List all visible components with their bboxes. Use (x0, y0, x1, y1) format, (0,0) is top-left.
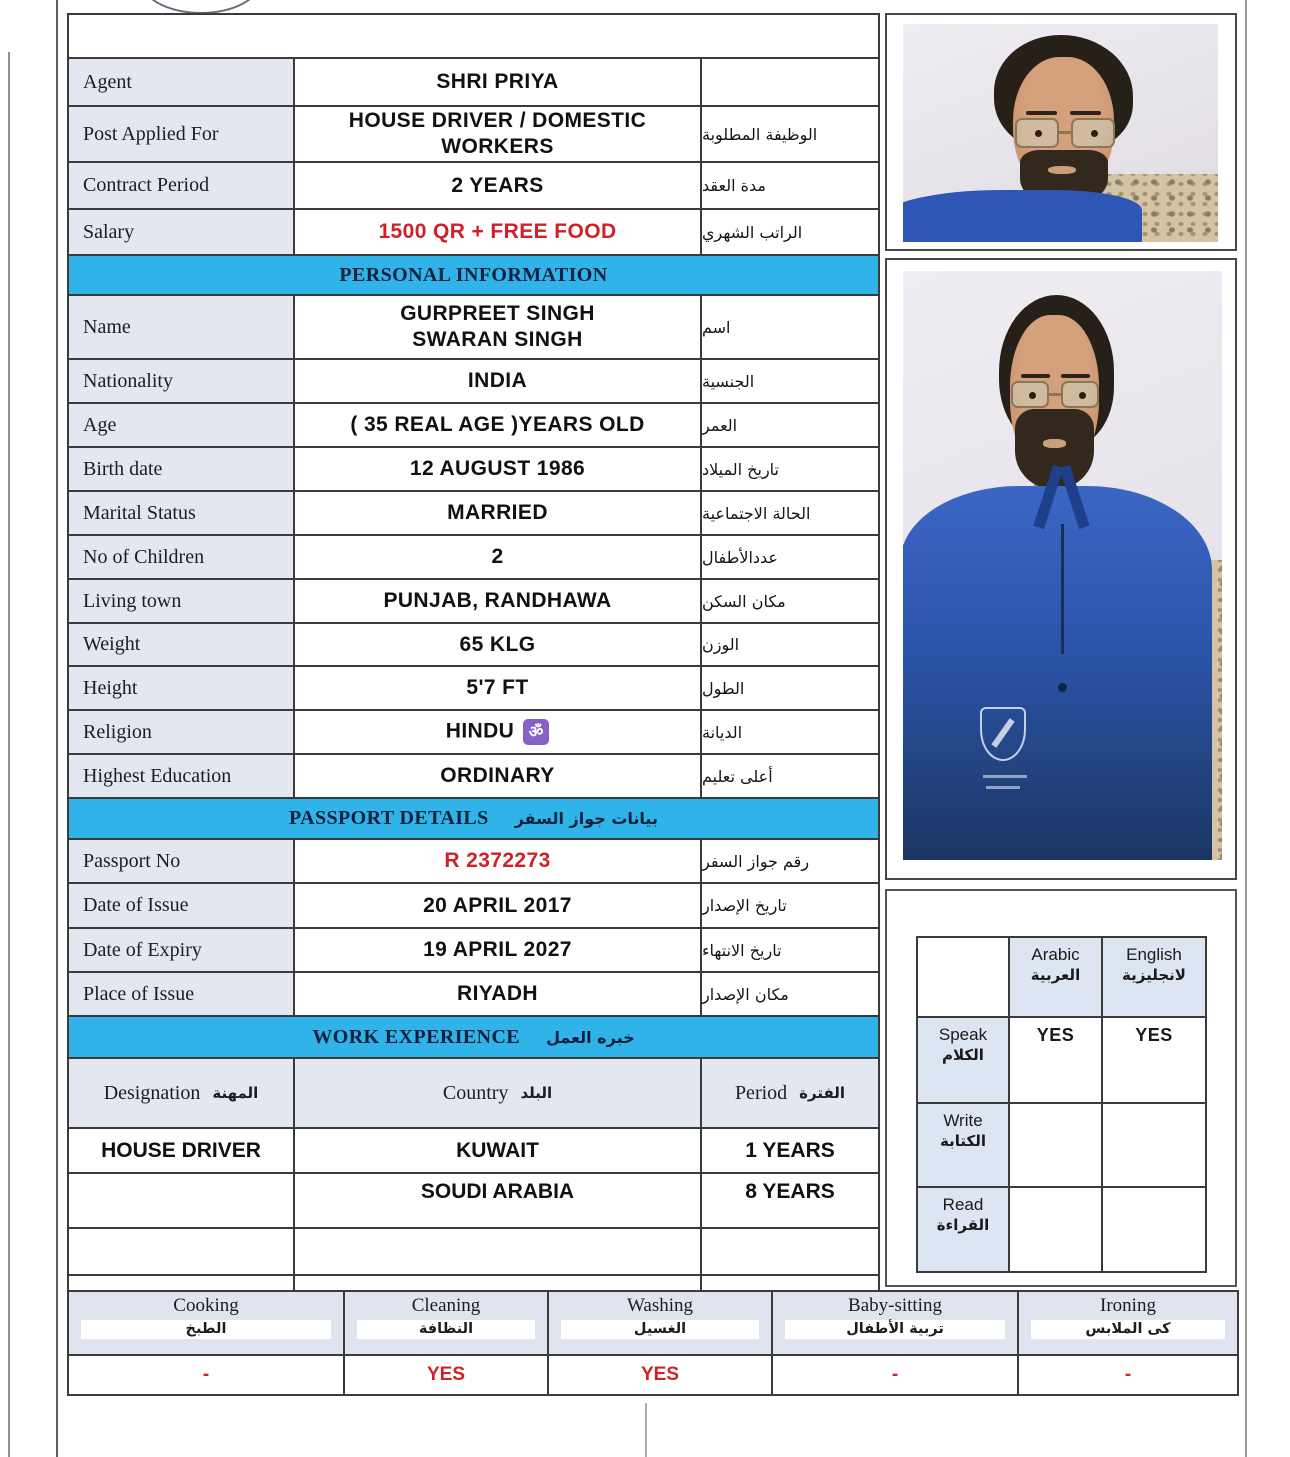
weight-value: 65 KLG (295, 624, 702, 665)
work-row1-designation: HOUSE DRIVER (69, 1129, 295, 1172)
country-header-ar: البلد (520, 1084, 553, 1102)
glasses-bridge (1059, 131, 1071, 134)
eyebrow-left (1021, 374, 1050, 378)
marital-status-value: MARRIED (295, 492, 702, 534)
name-line1: GURPREET SINGH (400, 301, 595, 325)
english-col-ar: لانجليزية (1122, 966, 1186, 984)
skill-ironing-header (1019, 1292, 1237, 1354)
children-value: 2 (295, 536, 702, 578)
table-row-nationality (69, 360, 878, 404)
place-of-issue-value: RIYADH (295, 973, 702, 1015)
personal-information-title: PERSONAL INFORMATION (339, 263, 608, 286)
language-row-write (918, 1104, 1010, 1188)
table-row-age (69, 404, 878, 448)
work-experience-row-1 (69, 1129, 878, 1174)
cleaning-value: YES (345, 1356, 549, 1394)
nationality-label: Nationality (69, 360, 295, 402)
passport-details-title: PASSPORT DETAILS (289, 807, 489, 829)
period-header-ar: الفترة (799, 1084, 846, 1102)
section-header-passport-details (69, 799, 878, 840)
table-row-children (69, 536, 878, 580)
work-row2-country: SOUDI ARABIA (295, 1174, 702, 1227)
cleaning-label-ar: النظافة (357, 1320, 535, 1339)
agent-arabic (702, 59, 878, 105)
speak-english-yes: YES (1135, 1025, 1173, 1045)
children-arabic: عددالأطفال (702, 547, 778, 567)
contract-period-arabic: مدة العقد (702, 176, 766, 195)
ironing-label-ar: كى الملابس (1031, 1320, 1225, 1339)
place-of-issue-arabic: مكان الإصدار (702, 984, 789, 1004)
table-row-date-of-expiry (69, 929, 878, 973)
passport-no-arabic: رقم جواز السفر (702, 851, 810, 871)
read-arabic-value (1010, 1188, 1103, 1271)
speak-label-en: Speak (938, 1025, 988, 1044)
agency-logo-partial-ellipse (140, 0, 262, 14)
skills-values-row (69, 1356, 1237, 1394)
work-row3-designation (69, 1229, 295, 1274)
nationality-value: INDIA (295, 360, 702, 402)
passport-details-title-arabic: بيانات جواز السفر (514, 809, 658, 828)
name-arabic: اسم (702, 317, 731, 337)
nationality-arabic: الجنسية (702, 371, 755, 391)
birth-date-arabic: تاريخ الميلاد (702, 459, 779, 479)
applicant-details-table (67, 13, 880, 1297)
language-corner-cell (918, 938, 1010, 1018)
shirt-button (1058, 683, 1067, 692)
name-line2: SWARAN SINGH (412, 328, 583, 351)
household-skills-table (67, 1290, 1239, 1396)
height-label: Height (69, 667, 295, 709)
skill-washing-header (549, 1292, 773, 1354)
designation-header-en: Designation (103, 1081, 201, 1104)
speak-english-value (1103, 1018, 1205, 1104)
applicant-headshot-photo (903, 24, 1218, 242)
read-label-ar: القراءة (936, 1216, 990, 1234)
agent-value: SHRI PRIYA (295, 59, 702, 105)
glasses-lens-right (1071, 118, 1115, 148)
salary-label: Salary (69, 210, 295, 254)
work-row3-country (295, 1229, 702, 1274)
salary-value: 1500 QR + FREE FOOD (295, 210, 702, 254)
table-row-passport-no (69, 840, 878, 884)
designation-header-ar: المهنة (212, 1084, 259, 1102)
language-row-speak (918, 1018, 1010, 1104)
table-row-post-applied (69, 107, 878, 163)
skill-babysitting-header (773, 1292, 1019, 1354)
blue-shirt (903, 190, 1142, 242)
table-row-place-of-issue (69, 973, 878, 1017)
date-of-expiry-value: 19 APRIL 2027 (295, 929, 702, 971)
om-icon: ॐ (523, 719, 549, 745)
living-town-label: Living town (69, 580, 295, 622)
work-row3-period (702, 1229, 878, 1274)
shirt-placket (1061, 524, 1064, 654)
work-experience-row-3 (69, 1229, 878, 1276)
education-value: ORDINARY (295, 755, 702, 797)
applicant-half-length-photo (903, 271, 1222, 860)
height-value: 5'7 FT (295, 667, 702, 709)
shield-logo-text-line (983, 775, 1027, 778)
post-applied-arabic: الوظيفة المطلوبة (702, 124, 818, 144)
scan-edge-line-far-left (8, 52, 10, 1457)
table-row-religion (69, 711, 878, 755)
work-row1-period: 1 YEARS (745, 1138, 835, 1162)
post-applied-label: Post Applied For (69, 107, 295, 161)
section-header-work-experience (69, 1017, 878, 1059)
name-label: Name (69, 296, 295, 358)
marital-status-label: Marital Status (69, 492, 295, 534)
contract-period-value: 2 YEARS (295, 163, 702, 208)
eyebrow-right (1070, 111, 1102, 115)
glasses-bridge (1049, 393, 1061, 396)
work-row1-country: KUWAIT (295, 1129, 702, 1172)
ironing-value: - (1124, 1364, 1132, 1385)
write-label-ar: الكتابة (940, 1132, 986, 1150)
period-header (702, 1059, 878, 1127)
work-row2-period: 8 YEARS (745, 1180, 835, 1203)
education-arabic: أعلى تعليم (702, 766, 773, 786)
eye-left (1029, 392, 1036, 399)
language-col-english (1103, 938, 1205, 1018)
english-col-en: English (1126, 945, 1182, 964)
glasses-lens-left (1011, 381, 1049, 408)
eyebrow-left (1026, 111, 1058, 115)
age-arabic: العمر (702, 415, 738, 435)
table-row-contract-period (69, 163, 878, 210)
table-row-name (69, 296, 878, 360)
salary-arabic: الراتب الشهري (702, 222, 803, 242)
table-row-salary (69, 210, 878, 256)
country-header-en: Country (442, 1081, 509, 1104)
washing-label-en: Washing (626, 1295, 694, 1316)
shield-logo-mark (991, 718, 1014, 748)
cleaning-label-en: Cleaning (411, 1295, 481, 1316)
read-english-value (1103, 1188, 1205, 1271)
date-of-issue-value: 20 APRIL 2017 (295, 884, 702, 927)
cooking-value: - (69, 1356, 345, 1394)
skills-header-row (69, 1292, 1237, 1356)
table-row-date-of-issue (69, 884, 878, 929)
speak-label-ar: الكلام (942, 1046, 984, 1064)
scan-edge-line-left (56, 0, 58, 1457)
arabic-col-en: Arabic (1031, 945, 1080, 964)
eyebrow-right (1061, 374, 1090, 378)
work-experience-header-row (69, 1059, 878, 1129)
work-experience-title-arabic: خبره العمل (546, 1027, 635, 1047)
eye-left (1035, 130, 1042, 137)
passport-no-label: Passport No (69, 840, 295, 882)
washing-value: YES (549, 1356, 773, 1394)
glasses-lens-left (1015, 118, 1059, 148)
work-row2-designation (69, 1174, 295, 1227)
age-label: Age (69, 404, 295, 446)
post-applied-line2: WORKERS (441, 135, 554, 158)
blue-polo-shirt (903, 486, 1212, 860)
table-row-living-town (69, 580, 878, 624)
write-arabic-value (1010, 1104, 1103, 1188)
religion-arabic: الديانة (702, 722, 743, 742)
glasses (1011, 381, 1099, 408)
babysitting-value: - (773, 1356, 1019, 1394)
section-header-personal-information (69, 256, 878, 296)
eye-right (1079, 392, 1086, 399)
applicant-photo-frame-top (885, 13, 1237, 251)
babysitting-label-en: Baby-sitting (848, 1295, 942, 1316)
work-experience-title: WORK EXPERIENCE (312, 1025, 521, 1048)
skill-cooking-header (69, 1292, 345, 1354)
date-of-issue-arabic: تاريخ الإصدار (702, 896, 787, 915)
birth-date-value: 12 AUGUST 1986 (295, 448, 702, 490)
table-row-agent (69, 59, 878, 107)
write-label-en: Write (943, 1111, 983, 1130)
table-top-empty-row (69, 15, 878, 59)
birth-date-label: Birth date (69, 448, 295, 490)
read-label-en: Read (942, 1195, 984, 1214)
education-label: Highest Education (69, 755, 295, 797)
washing-label-ar: الغسيل (561, 1320, 759, 1339)
language-col-arabic (1010, 938, 1103, 1018)
cooking-label-en: Cooking (173, 1295, 239, 1316)
religion-text-wrap (446, 719, 550, 745)
babysitting-label-ar: تربية الأطفال (785, 1320, 1005, 1339)
date-of-expiry-label: Date of Expiry (69, 929, 295, 971)
religion-label: Religion (69, 711, 295, 753)
language-skills-frame (885, 889, 1237, 1287)
applicant-photo-frame-bottom (885, 258, 1237, 880)
designation-header (69, 1059, 295, 1127)
mouth-shape (1048, 166, 1076, 175)
period-header-en: Period (734, 1081, 788, 1104)
height-arabic: الطول (702, 678, 745, 698)
table-row-height (69, 667, 878, 711)
skill-cleaning-header (345, 1292, 549, 1354)
post-applied-line1: HOUSE DRIVER / DOMESTIC (348, 108, 647, 132)
table-row-weight (69, 624, 878, 667)
agent-label: Agent (69, 59, 295, 105)
language-row-read (918, 1188, 1010, 1271)
contract-period-label: Contract Period (69, 163, 295, 208)
glasses (1015, 118, 1115, 148)
glasses-lens-right (1061, 381, 1099, 408)
living-town-value: PUNJAB, RANDHAWA (295, 580, 702, 622)
arabic-col-ar: العربية (1030, 966, 1081, 984)
write-english-value (1103, 1104, 1205, 1188)
place-of-issue-label: Place of Issue (69, 973, 295, 1015)
scan-artifact-line (645, 1403, 647, 1457)
weight-arabic: الوزن (702, 635, 740, 654)
passport-no-value: R 2372273 (295, 840, 702, 882)
speak-arabic-value (1010, 1018, 1103, 1104)
religion-value (295, 711, 702, 753)
scan-edge-line-right (1245, 0, 1247, 1457)
living-town-arabic: مكان السكن (702, 591, 786, 611)
eye-right (1091, 130, 1098, 137)
cooking-label-ar: الطبخ (81, 1320, 331, 1339)
age-value: ( 35 REAL AGE )YEARS OLD (295, 404, 702, 446)
name-value (295, 296, 702, 358)
post-applied-value (295, 107, 702, 161)
mouth-shape (1043, 439, 1065, 448)
ironing-label-en: Ironing (1100, 1295, 1156, 1316)
table-row-education (69, 755, 878, 799)
religion-text: HINDU (445, 719, 515, 743)
marital-status-arabic: الحالة الاجتماعية (702, 503, 811, 523)
table-row-birth-date (69, 448, 878, 492)
weight-label: Weight (69, 624, 295, 665)
date-of-expiry-arabic: تاريخ الانتهاء (702, 940, 782, 960)
shield-logo-text-line2 (986, 786, 1020, 789)
speak-arabic-yes: YES (1036, 1025, 1075, 1045)
date-of-issue-label: Date of Issue (69, 884, 295, 927)
language-skills-table (916, 936, 1207, 1273)
children-label: No of Children (69, 536, 295, 578)
work-experience-row-2 (69, 1174, 878, 1229)
country-header (295, 1059, 702, 1127)
table-row-marital-status (69, 492, 878, 536)
